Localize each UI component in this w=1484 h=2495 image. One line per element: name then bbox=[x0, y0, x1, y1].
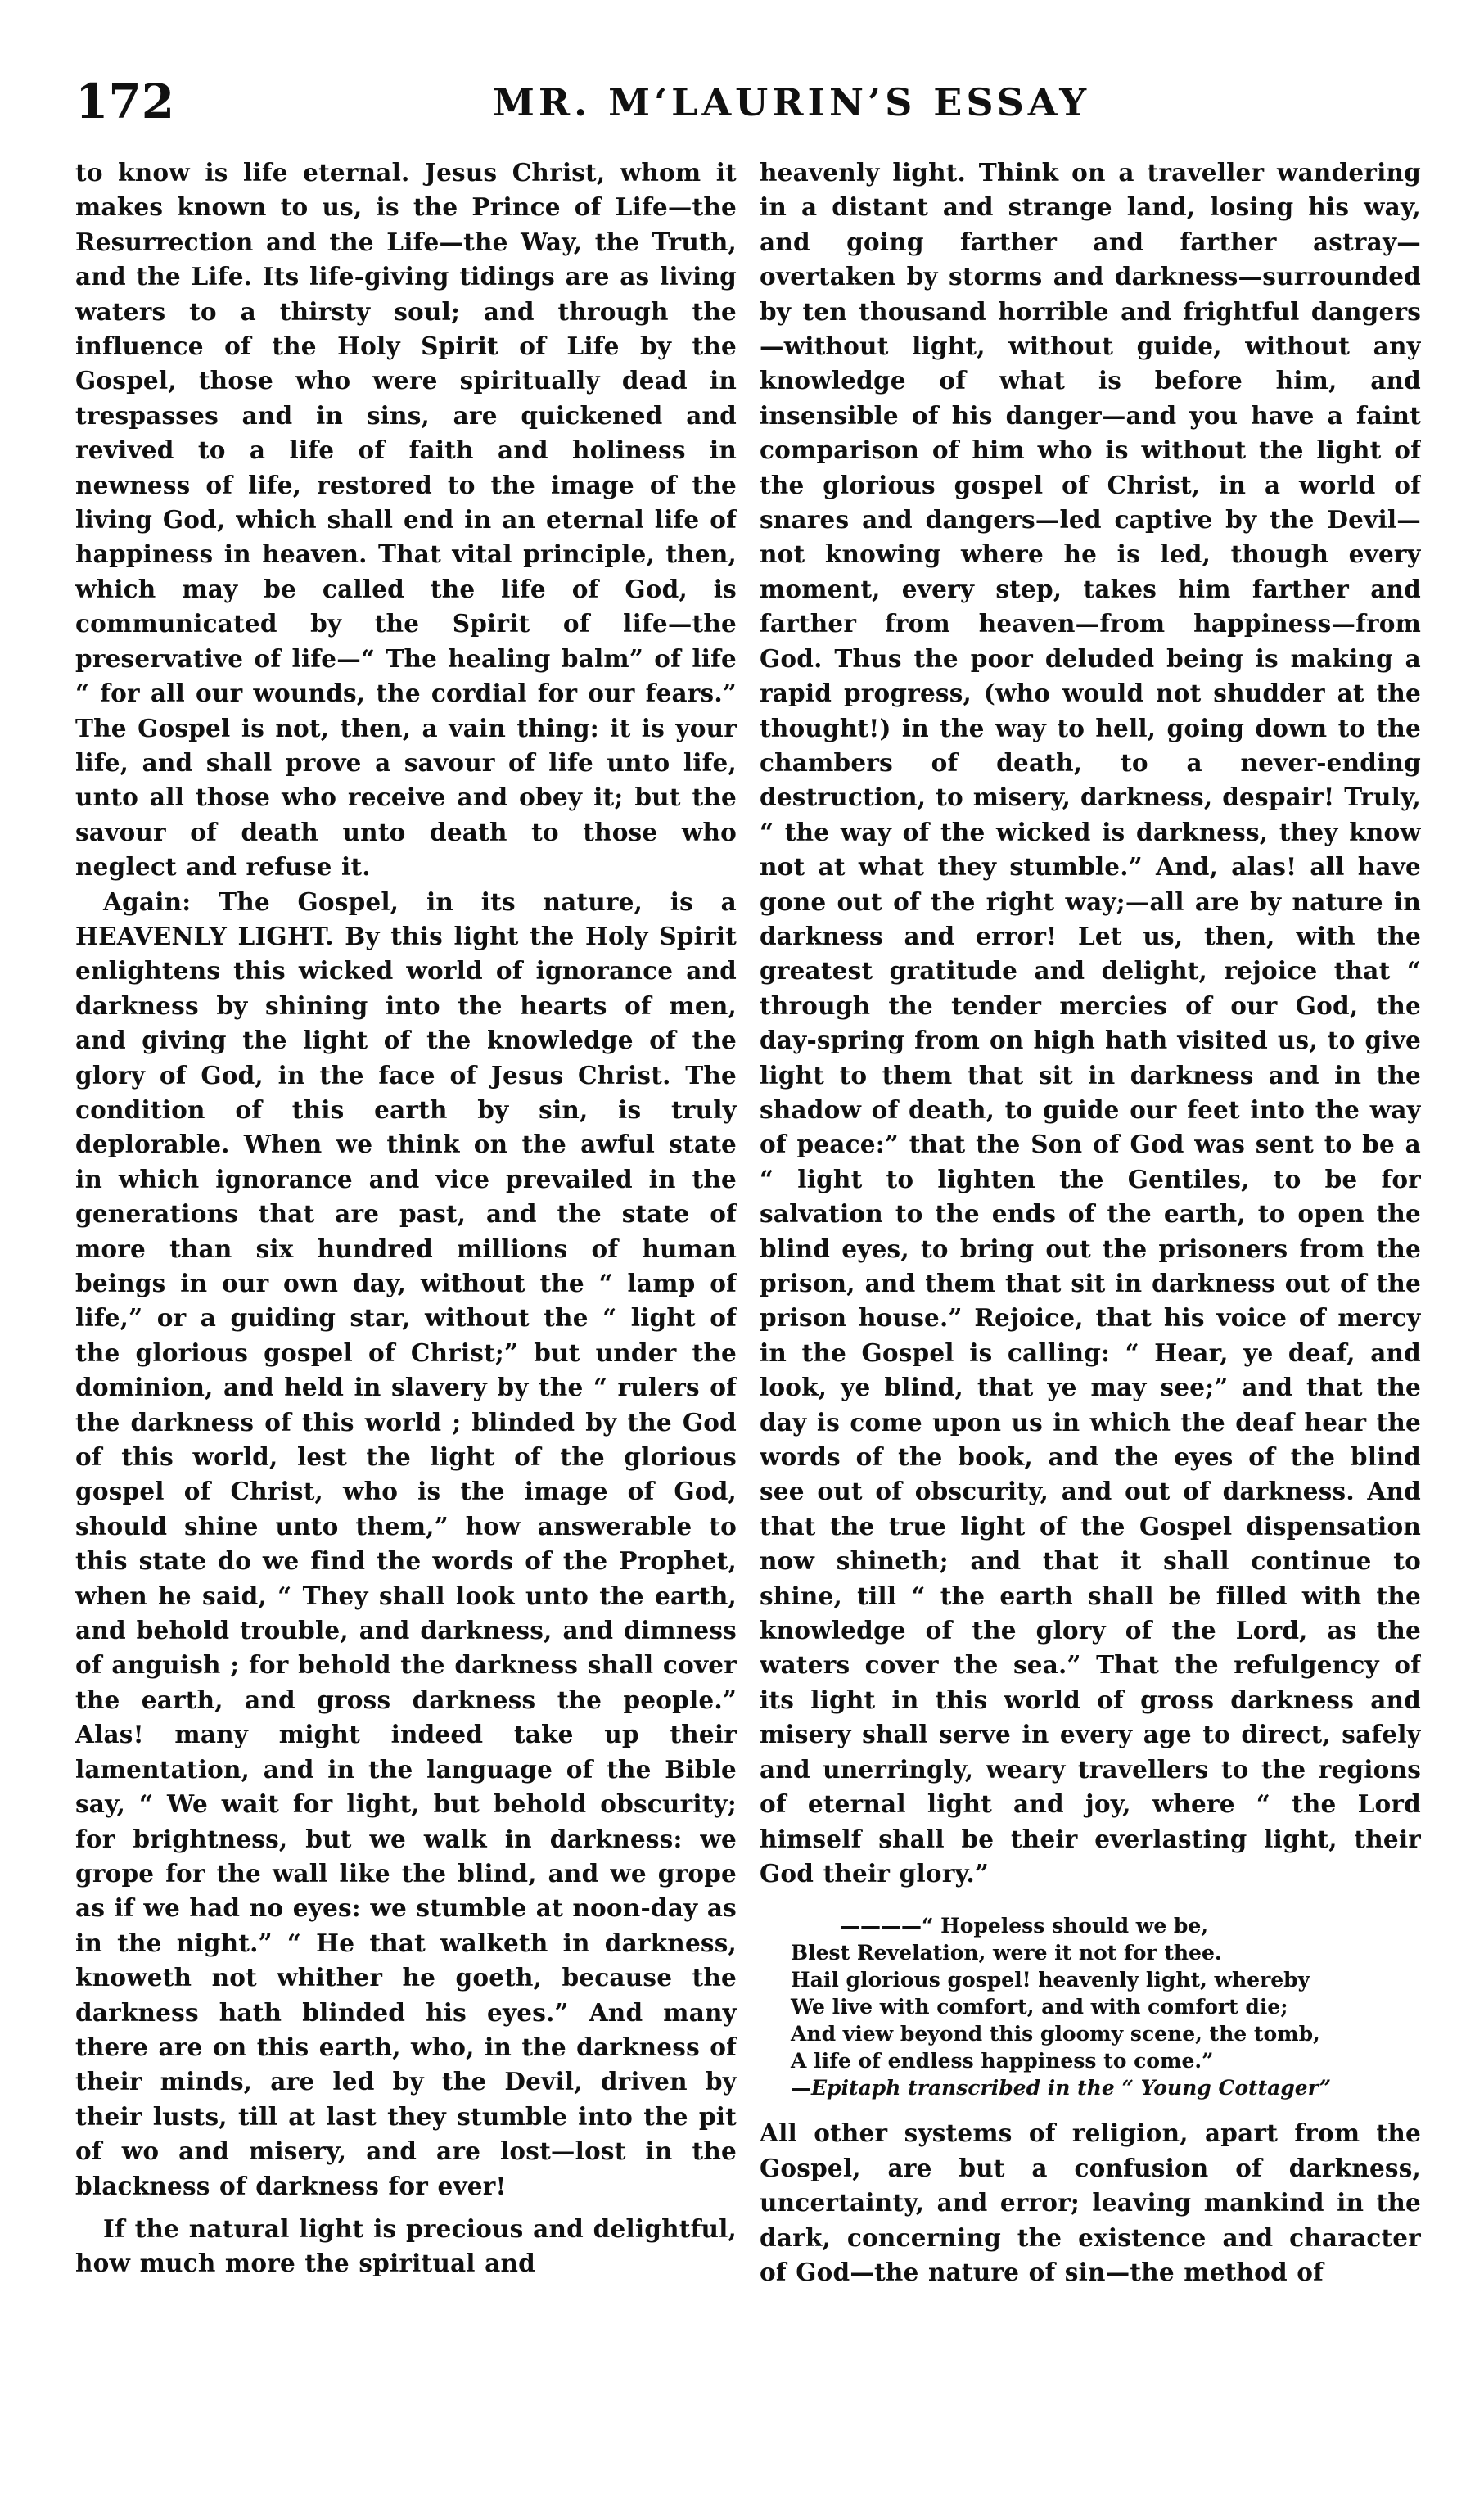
verse-line: And view beyond this gloomy scene, the tomb, bbox=[791, 2022, 1320, 2046]
right-column bbox=[760, 156, 1421, 2448]
running-head: MR. M‘LAURIN’S ESSAY bbox=[493, 80, 1091, 124]
left-column bbox=[75, 156, 737, 2439]
verse-line: Blest Revelation, were it not for thee. bbox=[791, 1941, 1222, 1965]
body-paragraph: If the natural light is precious and delightful, how much more the spiritual and bbox=[75, 2213, 737, 2278]
body-paragraph: heavenly light. Think on a traveller wandering in a distant and strange land, losing his way, and going farther and farther astray—overtaken by storms and darkness—surrounded by ten thousand horrible and frightful dangers—without light, without guide, without any knowledge of what is before him, and insensible of his danger—and you have a faint comparison of him who is without the light of the glorious gospel of Christ, in a world of snares and dangers—led captive by the Devil—not knowing where he is led, though every moment, every step, takes him farther and farther from heaven—from happiness—from God. Thus the poor deluded being is making a rapid progress, (who would not shudder at the thought!) in the way to hell, going down to the chambers of death, to a never-ending destruction, to misery, darkness, despair! Truly, “ the way of the wicked is darkness, they know not at what they stumble.” And, alas! all have gone out of the right way;—all are by nature in darkness and error! Let us, then, with the greatest gratitude and delight, rejoice that “ through the tender mercies of our God, the day-spring from on high hath visited us, to give light to them that sit in darkness and in the shadow of death, to guide our feet into the way of peace:” that the Son of God was sent to be a “ light to lighten the Gentiles, to be for salvation to the ends of the earth, to open the blind eyes, to bring out the prisoners from the prison, and them that sit in darkness out of the prison house.” Rejoice, that his voice of mercy in the Gospel is calling: “ Hear, ye deaf, and look, ye blind, that ye may see;” and that the day is come upon us in which the deaf hear the words of the book, and the eyes of the blind see out of obscurity, and out of darkness. And that the true light of the Gospel dispensation now shineth; and that it shall continue to shine, till “ the earth shall be filled with the knowledge of the glory of the Lord, as the waters cover the sea.” That the refulgency of its light in this world of gross darkness and misery shall serve in every age to direct, safely and unerringly, weary travellers to the regions of eternal light and joy, where “ the Lord himself shall be their everlasting light, their God their glory.” bbox=[760, 158, 1421, 1888]
body-paragraph: Again: The Gospel, in its nature, is a HEAVENLY LIGHT. By this light the Holy Spirit enlightens this wicked world of ignorance and darkness by shining into the hearts of men, and giving the light of the knowledge of the glory of God, in the face of Jesus Christ. The condition of this earth by sin, is truly deplorable. When we think on the awful state in which ignorance and vice prevailed in the generations that are past, and the state of more than six hundred millions of human beings in our own day, without the “ lamp of life,” or a guiding star, without the “ light of the glorious gospel of Christ;” but under the dominion, and held in slavery by the “ rulers of the darkness of this world ; blinded by the God of this world, lest the light of the glorious gospel of Christ, who is the image of God, should shine unto them,” how answerable to this state do we find the words of the Prophet, when he said, “ They shall look unto the earth, and behold trouble, and darkness, and dimness of anguish ; for behold the darkness shall cover the earth, and gross darkness the people.” Alas! many might indeed take up their lamentation, and in the language of the Bible say, “ We wait for light, but behold obscurity; for brightness, but we walk in darkness: we grope for the wall like the blind, and we grope as if we had no eyes: we stumble at noon-day as in the night.” “ He that walketh in darkness, knoweth not whither he goeth, because the darkness hath blinded his eyes.” And many there are on this earth, who, in the darkness of their minds, are led by the Devil, driven by their lusts, till at last they stumble into the pit of wo and misery, and are lost—lost in the blackness of darkness for ever! bbox=[75, 887, 737, 2200]
page-header bbox=[75, 69, 1091, 134]
verse-line: We live with comfort, and with comfort die; bbox=[791, 1995, 1288, 2019]
body-paragraph: All other systems of religion, apart from the Gospel, are but a confusion of darkness, uncertainty, and error; leaving mankind in the dark, concerning the existence and character of God—the nature of sin—the method of bbox=[760, 2118, 1421, 2286]
verse-line: Hail glorious gospel! heavenly light, whereby bbox=[791, 1968, 1310, 1992]
verse-line: ————“ Hopeless should we be, bbox=[840, 1914, 1209, 1938]
verse-line: A life of endless happiness to come.” bbox=[791, 2049, 1214, 2073]
verse-quotation bbox=[791, 1912, 1421, 2101]
page-number: 172 bbox=[75, 74, 175, 129]
verse-attribution: —Epitaph transcribed in the “ Young Cottager” bbox=[791, 2076, 1332, 2100]
body-paragraph: to know is life eternal. Jesus Christ, whom it makes known to us, is the Prince of Life—the Resurrection and the Life—the Way, the Truth, and the Life. Its life-giving tidings are as living waters to a thirsty soul; and through the influence of the Holy Spirit of Life by the Gospel, those who were spiritually dead in trespasses and in sins, are quickened and revived to a life of faith and holiness in newness of life, restored to the image of the living God, which shall end in an eternal life of happiness in heaven. That vital principle, then, which may be called the life of God, is communicated by the Spirit of life—the preservative of life—“ The healing balm” of life “ for all our wounds, the cordial for our fears.” The Gospel is not, then, a vain thing: it is your life, and shall prove a savour of life unto life, unto all those who receive and obey it; but the savour of death unto death to those who neglect and refuse it. bbox=[75, 158, 737, 882]
